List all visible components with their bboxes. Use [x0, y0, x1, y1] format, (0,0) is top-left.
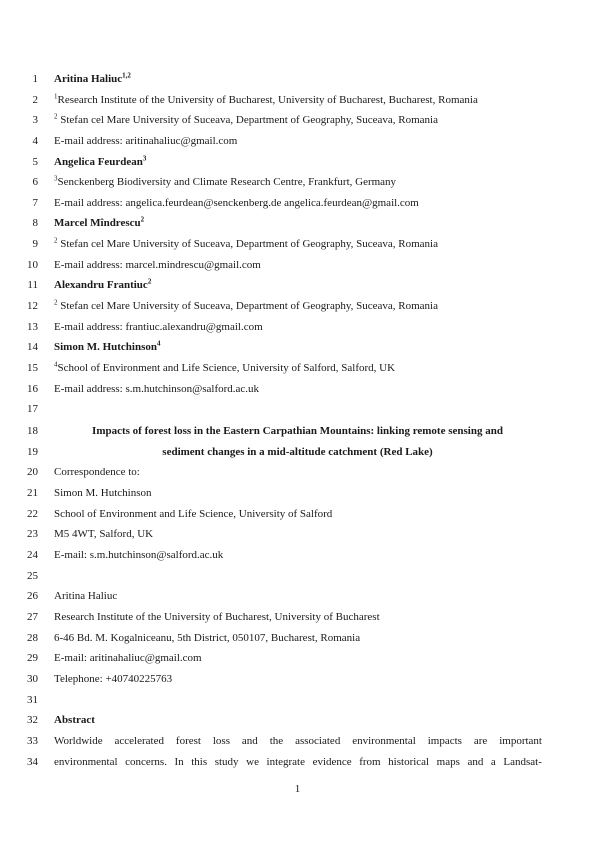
line-number: 26 [27, 590, 38, 602]
line-10 [0, 258, 595, 278]
line-number: 5 [32, 156, 38, 168]
line-number: 8 [32, 217, 38, 229]
abstract-word: evidence [312, 756, 352, 768]
abstract-word: maps [436, 756, 460, 768]
contact-email: E-mail: aritinahaliuc@gmail.com [54, 652, 202, 664]
affiliation: $^1$Research Institute of the University of Bucharest, University of Bucharest, Bucharest, Romania [54, 92, 478, 106]
line-28 [0, 631, 595, 651]
affiliation: $^3$Senckenberg Biodiversity and Climate Research Centre, Frankfurt, Germany [54, 174, 397, 188]
line-number: 13 [27, 321, 38, 333]
author-name: Alexandru Frantiuc$^2$ [54, 277, 152, 291]
line-1 [0, 72, 595, 92]
line-number: 4 [32, 135, 38, 147]
line-13 [0, 320, 595, 340]
line-8 [0, 216, 595, 236]
abstract-word: historical [388, 756, 430, 768]
abstract-word: associated [295, 735, 341, 747]
abstract-word: forest [175, 735, 201, 747]
abstract-text [54, 755, 542, 769]
abstract-heading: Abstract [54, 714, 95, 726]
line-29 [0, 651, 595, 671]
abstract-word: impacts [427, 735, 462, 747]
affiliation: $^2$ Stefan cel Mare University of Suceava, Department of Geography, Suceava, Romania [54, 298, 438, 312]
line-20 [0, 465, 595, 485]
line-number: 14 [27, 341, 38, 353]
author-name: Simon M. Hutchinson$^4$ [54, 339, 161, 353]
line-12 [0, 299, 595, 319]
line-number: 32 [27, 714, 38, 726]
line-9 [0, 237, 595, 257]
line-number: 23 [27, 528, 38, 540]
line-number: 7 [32, 197, 38, 209]
abstract-word: the [269, 735, 284, 747]
abstract-word: Worldwide [54, 735, 103, 747]
abstract-word: integrate [266, 756, 305, 768]
abstract-word: environmental [54, 756, 118, 768]
abstract-word: important [499, 735, 542, 747]
abstract-word: this [191, 756, 208, 768]
contact-name: Simon M. Hutchinson [54, 487, 152, 499]
line-14 [0, 340, 595, 360]
line-21 [0, 486, 595, 506]
abstract-word: Landsat- [503, 756, 542, 768]
line-number: 17 [27, 403, 38, 415]
line-27 [0, 610, 595, 630]
contact-email: E-mail: s.m.hutchinson@salford.ac.uk [54, 549, 224, 561]
abstract-word: accelerated [114, 735, 164, 747]
line-25 [0, 569, 595, 589]
line-number: 20 [27, 466, 38, 478]
line-15 [0, 361, 595, 381]
line-number: 33 [27, 735, 38, 747]
abstract-word: In [174, 756, 184, 768]
line-number: 30 [27, 673, 38, 685]
abstract-word: loss [212, 735, 230, 747]
line-4 [0, 134, 595, 154]
line-number: 2 [32, 94, 38, 106]
line-number: 25 [27, 570, 38, 582]
abstract-word: and [241, 735, 258, 747]
abstract-word: and [467, 756, 484, 768]
contact-address: School of Environment and Life Science, University of Salford [54, 508, 333, 520]
line-number: 3 [32, 114, 38, 126]
email-line: E-mail address: aritinahaliuc@gmail.com [54, 135, 238, 147]
line-number: 10 [27, 259, 38, 271]
email-line: E-mail address: s.m.hutchinson@salford.ac.uk [54, 383, 260, 395]
line-19 [0, 445, 595, 465]
author-name: Aritina Haliuc$^{1,2}$ [54, 71, 131, 85]
line-number: 22 [27, 508, 38, 520]
abstract-word: we [246, 756, 259, 768]
page-number: 1 [294, 783, 301, 795]
line-18 [0, 424, 595, 444]
line-7 [0, 196, 595, 216]
email-line: E-mail address: angelica.feurdean@senckenberg.de angelica.feurdean@gmail.com [54, 197, 419, 209]
line-11 [0, 278, 595, 298]
abstract-word: a [490, 756, 496, 768]
line-number: 12 [27, 300, 38, 312]
correspondence-label: Correspondence to: [54, 466, 140, 478]
line-24 [0, 548, 595, 568]
line-number: 21 [27, 487, 38, 499]
affiliation: $^2$ Stefan cel Mare University of Suceava, Department of Geography, Suceava, Romania [54, 236, 438, 250]
line-number: 1 [32, 73, 38, 85]
line-number: 31 [27, 694, 38, 706]
abstract-text [54, 734, 542, 748]
contact-address: 6-46 Bd. M. Kogalniceanu, 5th District, 050107, Bucharest, Romania [54, 632, 361, 644]
line-number: 15 [27, 362, 38, 374]
email-line: E-mail address: frantiuc.alexandru@gmail.com [54, 321, 263, 333]
line-number: 34 [27, 756, 38, 768]
line-6 [0, 175, 595, 195]
line-number: 16 [27, 383, 38, 395]
line-17 [0, 402, 595, 422]
author-name: Angelica Feurdean$^3$ [54, 154, 147, 168]
line-2 [0, 93, 595, 113]
line-number: 28 [27, 632, 38, 644]
line-5 [0, 155, 595, 175]
line-16 [0, 382, 595, 402]
paper-title: Impacts of forest loss in the Eastern Carpathian Mountains: linking remote sensing and [92, 425, 503, 437]
line-31 [0, 693, 595, 713]
contact-address: Research Institute of the University of Bucharest, University of Bucharest [54, 611, 380, 623]
contact-address: M5 4WT, Salford, UK [54, 528, 154, 540]
affiliation: $^2$ Stefan cel Mare University of Suceava, Department of Geography, Suceava, Romania [54, 112, 438, 126]
line-32 [0, 713, 595, 733]
line-number: 6 [32, 176, 38, 188]
paper-title: sediment changes in a mid-altitude catchment (Red Lake) [162, 446, 433, 458]
line-number: 9 [32, 238, 38, 250]
line-number: 27 [27, 611, 38, 623]
contact-telephone: Telephone: +40740225763 [54, 673, 173, 685]
abstract-word: study [214, 756, 239, 768]
author-name: Marcel Mîndrescu$^2$ [54, 215, 145, 229]
line-number: 29 [27, 652, 38, 664]
line-23 [0, 527, 595, 547]
line-number: 18 [27, 425, 38, 437]
abstract-word: concerns. [125, 756, 167, 768]
line-number: 19 [27, 446, 38, 458]
line-3 [0, 113, 595, 133]
line-26 [0, 589, 595, 609]
abstract-word: from [359, 756, 381, 768]
email-line: E-mail address: marcel.mindrescu@gmail.com [54, 259, 261, 271]
contact-name: Aritina Haliuc [54, 590, 118, 602]
affiliation: $^4$School of Environment and Life Science, University of Salford, Salford, UK [54, 360, 396, 374]
abstract-word: environmental [352, 735, 416, 747]
line-33 [0, 734, 595, 754]
line-number: 24 [27, 549, 38, 561]
line-number: 11 [27, 279, 38, 291]
line-30 [0, 672, 595, 692]
line-22 [0, 507, 595, 527]
line-34 [0, 755, 595, 775]
abstract-word: are [473, 735, 488, 747]
